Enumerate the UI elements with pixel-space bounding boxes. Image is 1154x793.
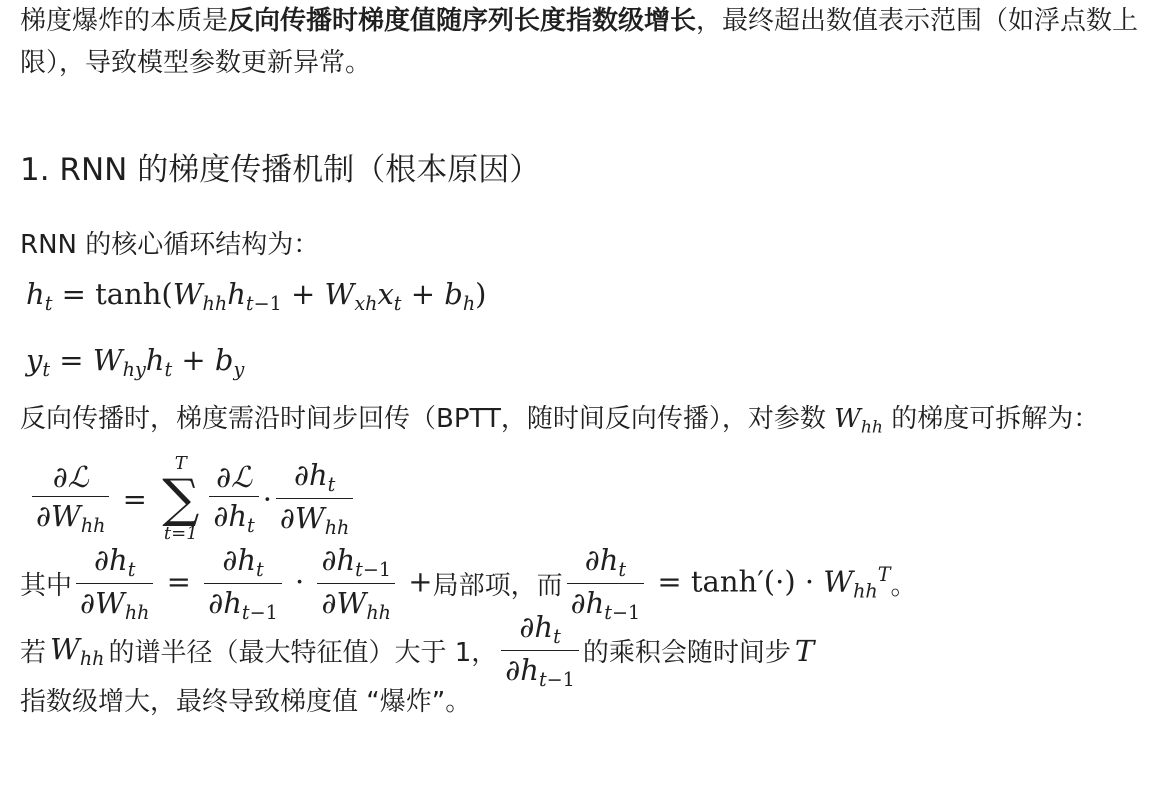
- intro-part2: ，最终超出数值表示范围（如浮点数上限），导致模型参数更新异常。: [20, 6, 1139, 78]
- intro-paragraph: [20, 0, 1140, 84]
- frac-jacobian: $\frac{\partial h_t}{\partial h_{t-1}}$: [567, 543, 645, 624]
- bptt-text-b: 的梯度可拆解为：: [891, 404, 1100, 435]
- frac-dl-dw: $\frac{\text{∂ℒ}}{\partial W_{hh}}$: [32, 460, 109, 537]
- conclusion-a: 若: [20, 638, 47, 669]
- frac-dh-dw: $\frac{\partial h_t}{\partial W_{hh}}$: [276, 458, 353, 539]
- bptt-paragraph: [20, 398, 1140, 448]
- document: [20, 0, 1140, 723]
- intro-part1: 梯度爆炸的本质是: [20, 6, 229, 36]
- intro-bold: 反向传播时梯度值随序列长度指数级增长: [228, 6, 697, 36]
- conclusion-line-1: [20, 610, 1140, 692]
- where-label: 其中: [20, 571, 73, 602]
- frac-jacobian-2: $\frac{\partial h_t}{\partial h_{t-1}}$: [501, 610, 579, 691]
- param-w-hh: $W_{hh}$: [834, 404, 883, 438]
- frac-dl-dh: $\frac{\text{∂ℒ}}{\partial h_t}$: [209, 460, 258, 537]
- conclusion-c: 的乘积会随时间步: [582, 638, 791, 669]
- sum-operator: T ∑ t=1: [162, 452, 200, 544]
- and-label: ，而: [510, 571, 563, 602]
- equation-gradient-sum: $\frac{\text{∂ℒ}}{\partial W_{hh}}$ = T ∑ t=1 $\frac{\text{∂ℒ}}{\partial h_t}$ · $\frac{\partial h_t}{\partial W_{hh}}$: [28, 449, 1140, 549]
- period: 。: [890, 571, 917, 602]
- conclusion-b: 的谱半径（最大特征值）大于 1，: [108, 638, 498, 669]
- structure-text: RNN 的核心循环结构为：: [20, 230, 320, 260]
- section-heading: 1. RNN 的梯度传播机制（根本原因）: [20, 152, 541, 188]
- equation-output: $y_t = W_{hy}h_t + b_y$: [26, 343, 245, 382]
- equation-hidden-state: $h_t = \tanh(W_{hh}h_{t-1} + W_{xh}x_t + b_h)$: [26, 277, 487, 316]
- frac-dht-dht1: $\frac{\partial h_t}{\partial h_{t-1}}$: [204, 543, 282, 624]
- timestep-t: T: [794, 633, 815, 668]
- conclusion-w-hh: $W_{hh}$: [50, 631, 105, 670]
- frac-dht-dw: $\frac{\partial h_t}{\partial W_{hh}}$: [76, 543, 153, 624]
- conclusion-d: 指数级增大，最终导致梯度值 “爆炸”。: [20, 686, 472, 717]
- local-term: 局部项: [432, 571, 511, 602]
- where-line: 其中 $\frac{\partial h_t}{\partial W_{hh}}$ = $\frac{\partial h_t}{\partial h_{t-1}}$ · $\frac{\partial h_{t-1}}{\partial W_{hh}}$ + 局部项 ，而 $\frac{\partial h_t}{\partial h_{t-1}}$ = $\tanh'(\cdot) \cdot W_{hh}^T$ 。: [20, 543, 917, 625]
- frac-dht1-dw: $\frac{\partial h_{t-1}}{\partial W_{hh}}$: [317, 543, 395, 624]
- bptt-text-a: 反向传播时，梯度需沿时间步回传（BPTT，随时间反向传播），对参数: [20, 404, 826, 435]
